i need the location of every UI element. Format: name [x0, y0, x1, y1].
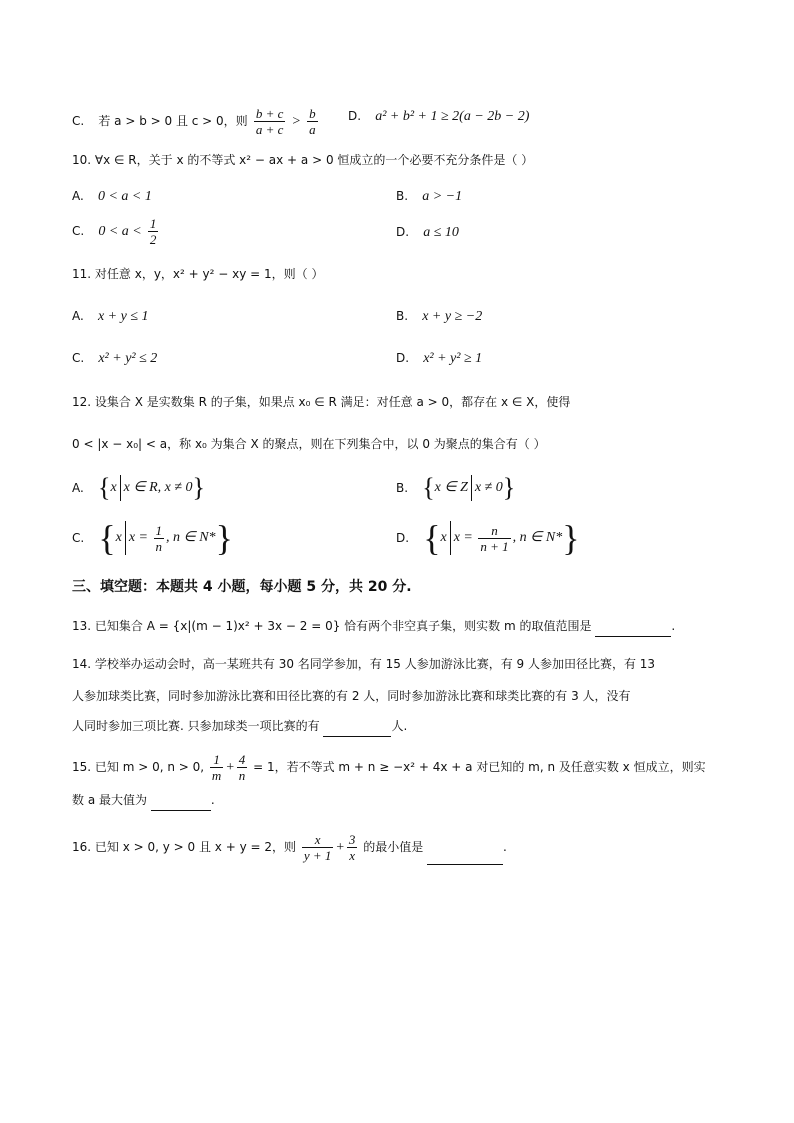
q13 [72, 616, 675, 637]
q14-line1: 14. 学校举办运动会时，高一某班共有 30 名同学参加，有 15 人参加游泳比赛，有 9 人参加田径比赛，有 13 [72, 657, 656, 671]
question-text: = 1，若不等式 m + n ≥ −x² + 4x + a 对已知的 m, n 及任意实数 x 恒成立，则实 [253, 760, 706, 774]
question-text: 的最小值是 [363, 840, 424, 854]
fraction-denominator: a + c [255, 122, 284, 137]
option-math: a² + b² + 1 ≥ 2(a − 2b − 2) [375, 109, 530, 124]
set-notation [98, 474, 205, 502]
set-bar [450, 521, 451, 555]
question-text: 数 a 最大值为 [72, 793, 147, 807]
fraction-numerator: 1 [210, 752, 223, 768]
q9-option-d[interactable] [348, 106, 529, 127]
q12-stem-line2: 0 < |x − x₀| < a，称 x₀ 为集合 X 的聚点，则在下列集合中，以 0 为聚点的集合有（ ） [72, 437, 546, 451]
set-bar [120, 475, 121, 501]
option-label: B. [396, 481, 409, 495]
fraction [254, 106, 286, 137]
fraction-denominator: 2 [149, 232, 157, 247]
set-condition: x = [453, 530, 473, 546]
fraction [307, 106, 318, 137]
q9-option-c[interactable] [72, 106, 320, 137]
q11-option-c[interactable] [72, 348, 157, 369]
left-brace: { [97, 473, 111, 503]
set-element: x [110, 480, 117, 496]
q15-line1 [72, 750, 706, 785]
set-notation [423, 518, 579, 558]
q14-line3 [72, 716, 407, 737]
option-math: 0 < a < 1 [97, 189, 152, 204]
option-math: x + y ≤ 1 [97, 309, 149, 324]
set-element: x [115, 530, 122, 546]
q12-stem-line1: 12. 设集合 X 是实数集 R 的子集，如果点 x₀ ∈ R 满足：对任意 a > 0，都存在 x ∈ X，使得 [72, 395, 571, 409]
option-label: C. [72, 531, 85, 545]
fraction-denominator: a [309, 122, 316, 137]
fraction-denominator: n + 1 [480, 538, 509, 554]
fraction-denominator: n [238, 768, 246, 783]
set-condition: , n ∈ N* [512, 530, 563, 546]
math-operator: > [291, 114, 301, 129]
set-bar [471, 475, 472, 501]
q12-option-c[interactable] [72, 518, 233, 559]
q16 [72, 830, 507, 865]
fraction-denominator: y + 1 [303, 848, 332, 863]
option-label: C. [72, 351, 85, 365]
section-title: 三、填空题：本题共 4 小题，每小题 5 分，共 20 分. [72, 579, 412, 595]
fraction-numerator: b + c [255, 106, 284, 121]
q10-option-b[interactable] [396, 186, 462, 207]
option-text: 若 a > b > 0 且 c > 0，则 [98, 114, 248, 128]
question-text: 16. 已知 x > 0, y > 0 且 x + y = 2，则 [72, 840, 297, 854]
right-brace: } [502, 473, 516, 503]
set-element: x ∈ Z [434, 480, 468, 496]
option-math: a > −1 [422, 189, 463, 204]
set-condition: x = [128, 530, 149, 546]
fraction-denominator: x [349, 848, 355, 863]
q11-stem: 11. 对任意 x，y，x² + y² − xy = 1，则（ ） [72, 267, 324, 281]
option-label: B. [396, 189, 409, 203]
option-math: x + y ≥ −2 [422, 309, 483, 324]
fraction [154, 523, 165, 554]
question-text: 15. 已知 m > 0, n > 0, [72, 760, 205, 774]
option-label: C. [72, 114, 85, 128]
option-label: D. [396, 225, 410, 239]
answer-blank[interactable] [151, 790, 211, 811]
set-condition: , n ∈ N* [166, 530, 216, 546]
q10-option-a[interactable] [72, 186, 152, 207]
option-math: 0 < a < [98, 224, 142, 239]
answer-blank[interactable] [323, 716, 391, 737]
fraction [478, 523, 510, 554]
fraction-numerator: 3 [348, 832, 356, 847]
math-operator: + [335, 840, 345, 855]
option-math: x² + y² ≥ 1 [423, 351, 483, 366]
fraction-denominator: n [155, 538, 163, 554]
q11-option-a[interactable] [72, 306, 149, 327]
q10-stem: 10. ∀x ∈ R，关于 x 的不等式 x² − ax + a > 0 恒成立的一个必要不充分条件是（ ） [72, 153, 534, 167]
set-condition: x ∈ R, x ≠ 0 [123, 480, 193, 496]
question-text: 13. 已知集合 A = {x|(m − 1)x² + 3x − 2 = 0} 恰有两个非空真子集，则实数 m 的取值范围是 [72, 619, 592, 633]
period: . [671, 619, 676, 633]
fraction-numerator: n [478, 523, 510, 539]
option-math: x² + y² ≤ 2 [98, 351, 158, 366]
answer-blank[interactable] [595, 616, 671, 637]
q10-option-c[interactable] [72, 216, 160, 247]
option-label: A. [72, 309, 84, 323]
left-brace: { [98, 518, 116, 559]
right-brace: } [215, 518, 233, 559]
right-brace: } [192, 473, 205, 503]
fraction [302, 832, 334, 863]
q11-option-d[interactable] [396, 348, 482, 369]
question-text: 人同时参加三项比赛. 只参加球类一项比赛的有 [72, 719, 320, 733]
left-brace: { [422, 473, 435, 503]
set-condition: x ≠ 0 [474, 480, 503, 496]
q12-option-d[interactable] [396, 518, 579, 559]
option-label: D. [396, 351, 410, 365]
q11-option-b[interactable] [396, 306, 482, 327]
option-label: D. [396, 531, 410, 545]
period: . [503, 840, 507, 854]
fraction-numerator: x [302, 832, 334, 848]
option-label: A. [72, 481, 84, 495]
fraction-numerator: 1 [149, 216, 157, 231]
set-element: x [440, 530, 447, 546]
left-brace: { [423, 518, 441, 559]
fraction [148, 216, 159, 247]
fraction [237, 752, 248, 783]
option-label: C. [72, 224, 85, 238]
option-label: D. [348, 109, 362, 123]
fraction [210, 752, 223, 783]
set-bar [125, 521, 126, 555]
fraction-numerator: 1 [155, 522, 163, 538]
option-label: A. [72, 189, 84, 203]
set-notation [98, 518, 233, 558]
fraction-numerator: b [309, 106, 316, 121]
right-brace: } [562, 518, 580, 559]
period: 人. [391, 719, 408, 733]
fraction-denominator: m [211, 768, 222, 783]
option-label: B. [396, 309, 409, 323]
period: . [210, 793, 215, 807]
answer-blank[interactable] [427, 830, 503, 865]
set-notation [422, 474, 515, 502]
fraction-numerator: 4 [238, 752, 246, 767]
fraction [347, 832, 358, 863]
option-math: a ≤ 10 [423, 225, 459, 240]
q12-option-b[interactable] [396, 474, 515, 503]
q14-line2: 人参加球类比赛，同时参加游泳比赛和田径比赛的有 2 人，同时参加游泳比赛和球类比赛的有 3 人，没有 [72, 689, 631, 703]
math-operator: + [225, 760, 235, 775]
q10-option-d[interactable] [396, 222, 459, 243]
q12-option-a[interactable] [72, 474, 205, 503]
q15-line2 [72, 790, 215, 811]
